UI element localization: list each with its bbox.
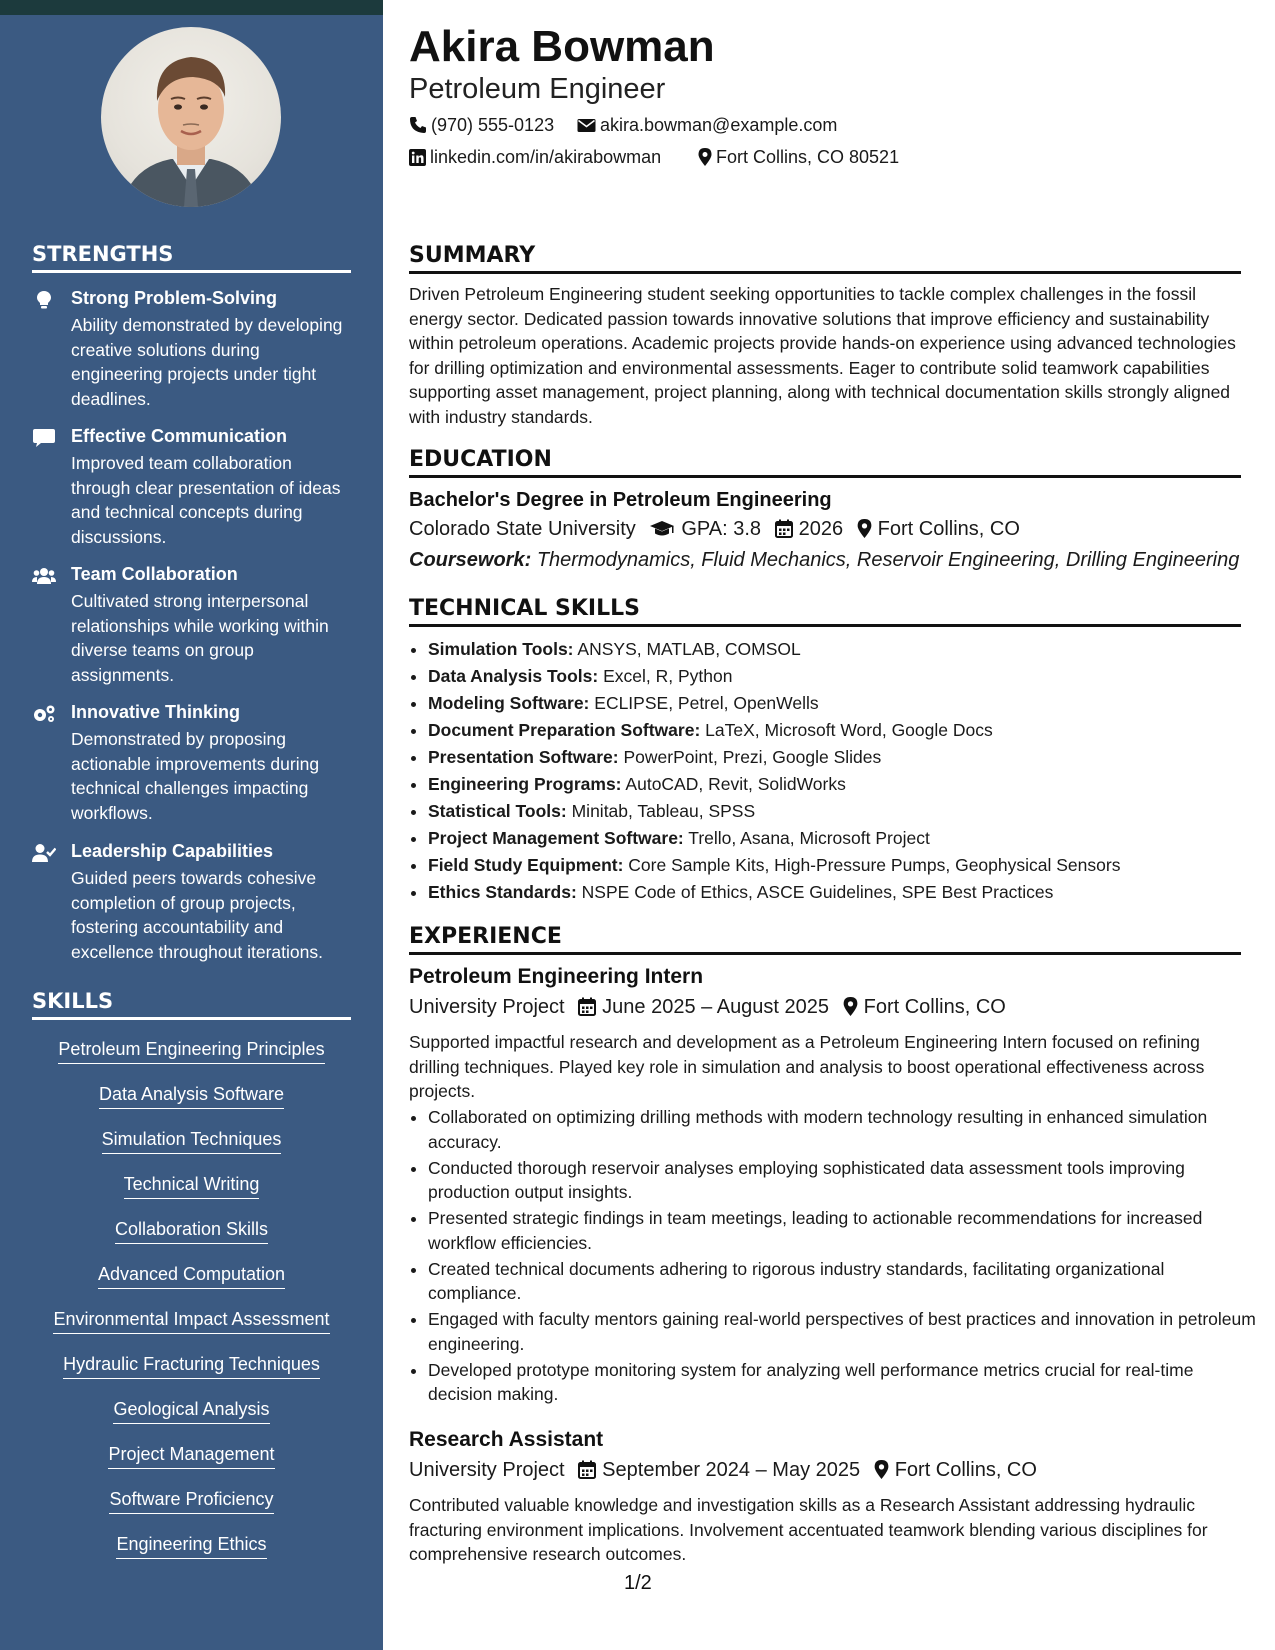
email-contact[interactable] [577,115,837,136]
list-item [428,798,1260,825]
profile-photo [101,27,281,207]
linkedin-contact[interactable] [409,147,661,168]
skill-label: Technical Writing [124,1174,260,1199]
graduation-cap-icon [649,520,675,538]
list-item [428,717,1260,744]
phone-icon [409,116,427,134]
technical-skills-list [409,636,1260,906]
job-meta [409,996,1006,1019]
job-title: Petroleum Engineering Intern [409,965,704,988]
job-org: University Project [409,996,565,1018]
skill-category: Modeling Software: [428,693,590,713]
job-title: Research Assistant [409,1428,604,1451]
phone-contact [409,115,554,136]
strength-title: Effective Communication [71,426,288,446]
map-pin-icon [698,148,712,166]
strength-title: Team Collaboration [71,564,238,584]
job-summary: Supported impactful research and development as a Petroleum Engineering Intern focused on refining drilling techniques. Played key role in simulation and analysis to boost operational effectiveness across projects. [409,1032,1205,1101]
list-item [428,690,1260,717]
strength-title: Innovative Thinking [71,702,241,722]
skill-item [0,1444,383,1469]
experience-heading: EXPERIENCE [409,924,1241,955]
job-dates: June 2025 – August 2025 [602,996,830,1018]
list-item [428,879,1260,906]
page-number: 1/2 [624,1572,652,1594]
list-item [428,636,1260,663]
skill-label: Environmental Impact Assessment [53,1309,329,1334]
location-text: Fort Collins, CO 80521 [716,147,900,167]
sidebar-top-bar [0,0,383,15]
skill-label: Geological Analysis [113,1399,269,1424]
list-item: • Collaborated on optimizing drilling methods with modern technology resulting in enhanced simulation accuracy. [428,1105,1260,1154]
skill-values: ECLIPSE, Petrel, OpenWells [594,693,819,713]
skill-item [0,1309,383,1334]
skill-item [0,1399,383,1424]
skill-values: Core Sample Kits, High-Pressure Pumps, Geophysical Sensors [628,855,1121,875]
skill-item [0,1129,383,1154]
summary-heading: SUMMARY [409,243,1241,274]
list-item [428,771,1260,798]
envelope-icon [577,116,596,134]
phone-text: (970) 555-0123 [431,115,555,135]
job-title: Petroleum Engineer [409,73,666,105]
strength-title: Leadership Capabilities [71,841,274,861]
education-heading: EDUCATION [409,447,1241,478]
strength-desc: Cultivated strong interpersonal relationships while working within diverse teams on group assignments. [71,591,329,685]
skill-category: Statistical Tools: [428,801,567,821]
degree-title: Bachelor's Degree in Petroleum Engineering [409,489,832,511]
skill-category: Document Preparation Software: [428,720,701,740]
skill-item [0,1264,383,1289]
calendar-icon [578,997,596,1016]
calendar-icon [578,1460,596,1479]
linkedin-icon [409,149,426,166]
skill-category: Simulation Tools: [428,639,574,659]
job-bullets [409,1105,1260,1408]
gears-icon [32,704,56,724]
coursework-label: Coursework: [409,549,532,571]
list-item [428,852,1260,879]
strength-title: Strong Problem-Solving [71,288,278,308]
coursework [409,549,1239,572]
skill-values: PowerPoint, Prezi, Google Slides [623,747,882,767]
skill-values: ANSYS, MATLAB, COMSOL [577,639,801,659]
skill-label: Collaboration Skills [115,1219,268,1244]
skill-category: Data Analysis Tools: [428,666,599,686]
strength-desc: Demonstrated by proposing actionable improvements during technical challenges impacting workflows. [71,729,320,823]
strength-desc: Ability demonstrated by developing creative solutions during engineering projects under tight deadlines. [71,315,343,409]
technical-skills-heading: TECHNICAL SKILLS [409,596,1241,627]
summary-text: Driven Petroleum Engineering student seeking opportunities to tackle complex challenges in the fossil energy sector. Dedicated passion towards innovative solutions that improve efficiency and sustainability within petroleum operations. Academic projects provide hands-on experience using advanced technologies for drilling optimization and environmental assessments. Eager to contribute solid teamwork capabilities supporting asset management, project planning, along with technical documentation skills strongly aligned with industry standards. [409,284,1236,427]
user-check-icon [32,843,56,863]
job-meta [409,1459,1037,1482]
gpa: GPA: 3.8 [681,518,762,540]
lightbulb-icon [32,290,56,310]
skill-item [0,1039,383,1064]
skill-item [0,1534,383,1559]
skill-item [0,1084,383,1109]
skill-category: Ethics Standards: [428,882,577,902]
list-item [428,825,1260,852]
comment-icon [32,428,56,448]
job-org: University Project [409,1459,565,1481]
school-name: Colorado State University [409,518,636,540]
map-pin-icon [843,997,858,1016]
skill-category: Presentation Software: [428,747,619,767]
skill-values: LaTeX, Microsoft Word, Google Docs [705,720,993,740]
school-location: Fort Collins, CO [877,518,1020,540]
skill-label: Hydraulic Fracturing Techniques [63,1354,320,1379]
job-summary: Contributed valuable knowledge and investigation skills as a Research Assistant addressing hydraulic fracturing environment implications. Involvement accentuated teamwork blending various disciplines for comprehensive research outcomes. [409,1495,1208,1564]
skill-item [0,1219,383,1244]
skill-category: Field Study Equipment: [428,855,624,875]
skill-values: Excel, R, Python [603,666,733,686]
avatar [101,27,281,207]
strengths-heading: STRENGTHS [32,242,351,273]
graduation-year: 2026 [798,518,844,540]
skill-item [0,1174,383,1199]
skill-label: Petroleum Engineering Principles [58,1039,324,1064]
coursework-list: Thermodynamics, Fluid Mechanics, Reservoir Engineering, Drilling Engineering [536,549,1240,571]
calendar-icon [775,519,793,538]
list-item [428,744,1260,771]
list-item: • Conducted thorough reservoir analyses employing sophisticated data assessment tools improving production output insights. [428,1156,1260,1205]
linkedin-text[interactable]: linkedin.com/in/akirabowman [430,147,662,167]
list-item: • Created technical documents adhering to rigorous industry standards, facilitating organizational compliance. [428,1257,1260,1306]
list-item: • Engaged with faculty mentors gaining real-world perspectives of best practices and innovation in petroleum engineering. [428,1307,1260,1356]
strength-desc: Guided peers towards cohesive completion of group projects, fostering accountability and excellence throughout iterations. [71,868,323,962]
map-pin-icon [857,519,872,538]
skill-label: Simulation Techniques [102,1129,282,1154]
education-meta [409,518,1020,541]
skill-label: Advanced Computation [98,1264,285,1289]
skill-item [0,1489,383,1514]
strength-desc: Improved team collaboration through clear presentation of ideas and technical concepts during discussions. [71,453,341,547]
skills-heading: SKILLS [32,989,351,1020]
job-dates: September 2024 – May 2025 [602,1459,861,1481]
skill-label: Engineering Ethics [116,1534,266,1559]
email-text[interactable]: akira.bowman@example.com [600,115,838,135]
skill-item [0,1354,383,1379]
skill-label: Project Management [108,1444,274,1469]
list-item: • Developed prototype monitoring system for analyzing well performance metrics crucial for real-time decision making. [428,1358,1260,1407]
list-item: • Presented strategic findings in team meetings, leading to actionable recommendations for increased workflow efficiencies. [428,1206,1260,1255]
candidate-name: Akira Bowman [409,22,715,71]
map-pin-icon [874,1460,889,1479]
users-icon [32,566,56,586]
skill-category: Engineering Programs: [428,774,622,794]
list-item [428,663,1260,690]
skill-values: NSPE Code of Ethics, ASCE Guidelines, SPE Best Practices [581,882,1054,902]
skill-category: Project Management Software: [428,828,684,848]
job-location: Fort Collins, CO [894,1459,1037,1481]
skill-label: Software Proficiency [109,1489,273,1514]
skill-label: Data Analysis Software [99,1084,284,1109]
job-location: Fort Collins, CO [863,996,1006,1018]
skill-values: AutoCAD, Revit, SolidWorks [625,774,846,794]
skill-values: Minitab, Tableau, SPSS [571,801,756,821]
location-contact [698,147,899,168]
skill-values: Trello, Asana, Microsoft Project [688,828,930,848]
